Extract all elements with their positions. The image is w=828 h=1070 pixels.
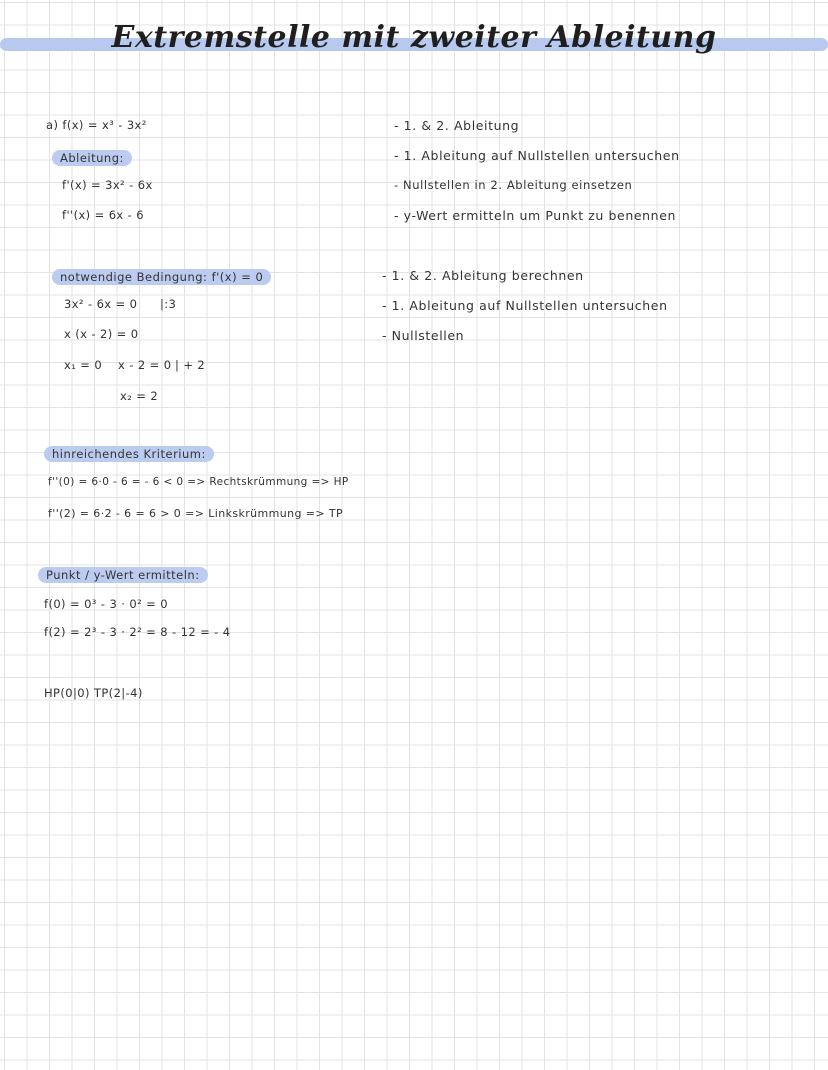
hinreichend-line2: f''(2) = 6·2 - 6 = 6 > 0 => Linkskrümmung => TP (48, 507, 344, 520)
punkt-heading (38, 564, 208, 583)
steps-a-1: - 1. & 2. Ableitung (394, 118, 520, 133)
notwendig-x1: x₁ = 0 (64, 358, 103, 372)
hinreichend-line1: f''(0) = 6·0 - 6 = - 6 < 0 => Rechtskrümmung => HP (48, 476, 349, 488)
steps-b-2: - 1. Ableitung auf Nullstellen untersuchen (382, 298, 668, 313)
notwendig-x2: x₂ = 2 (120, 389, 159, 403)
task-function: a) f(x) = x³ - 3x² (46, 118, 147, 132)
page-title: Extremstelle mit zweiter Ableitung (111, 20, 717, 55)
notwendig-eq2: x (x - 2) = 0 (64, 327, 139, 341)
ableitung-heading (52, 147, 132, 166)
steps-a-3: - Nullstellen in 2. Ableitung einsetzen (394, 178, 633, 192)
ableitung-heading-text: Ableitung: (52, 150, 132, 166)
first-derivative: f'(x) = 3x² - 6x (62, 178, 153, 192)
hinreichend-heading (44, 443, 214, 462)
hinreichend-heading-text: hinreichendes Kriterium: (44, 446, 214, 462)
second-derivative: f''(x) = 6x - 6 (62, 208, 144, 222)
punkt-line2: f(2) = 2³ - 3 · 2² = 8 - 12 = - 4 (44, 625, 231, 639)
punkt-result: HP(0|0) TP(2|-4) (44, 686, 143, 700)
steps-a-2: - 1. Ableitung auf Nullstellen untersuchen (394, 148, 680, 163)
notwendig-eq3: x - 2 = 0 (118, 358, 172, 372)
steps-a-4: - y-Wert ermitteln um Punkt zu benennen (394, 208, 677, 223)
punkt-line1: f(0) = 0³ - 3 · 0² = 0 (44, 597, 168, 611)
punkt-heading-text: Punkt / y-Wert ermitteln: (38, 567, 208, 583)
steps-b-3: - Nullstellen (382, 328, 465, 343)
notwendig-eq1-note: |:3 (160, 297, 177, 311)
notwendig-eq1: 3x² - 6x = 0 (64, 297, 138, 311)
notwendig-heading-text: notwendige Bedingung: f'(x) = 0 (52, 269, 271, 285)
notwendig-heading (52, 266, 271, 285)
notwendig-eq3-note: | + 2 (175, 358, 206, 372)
steps-b-1: - 1. & 2. Ableitung berechnen (382, 268, 584, 283)
